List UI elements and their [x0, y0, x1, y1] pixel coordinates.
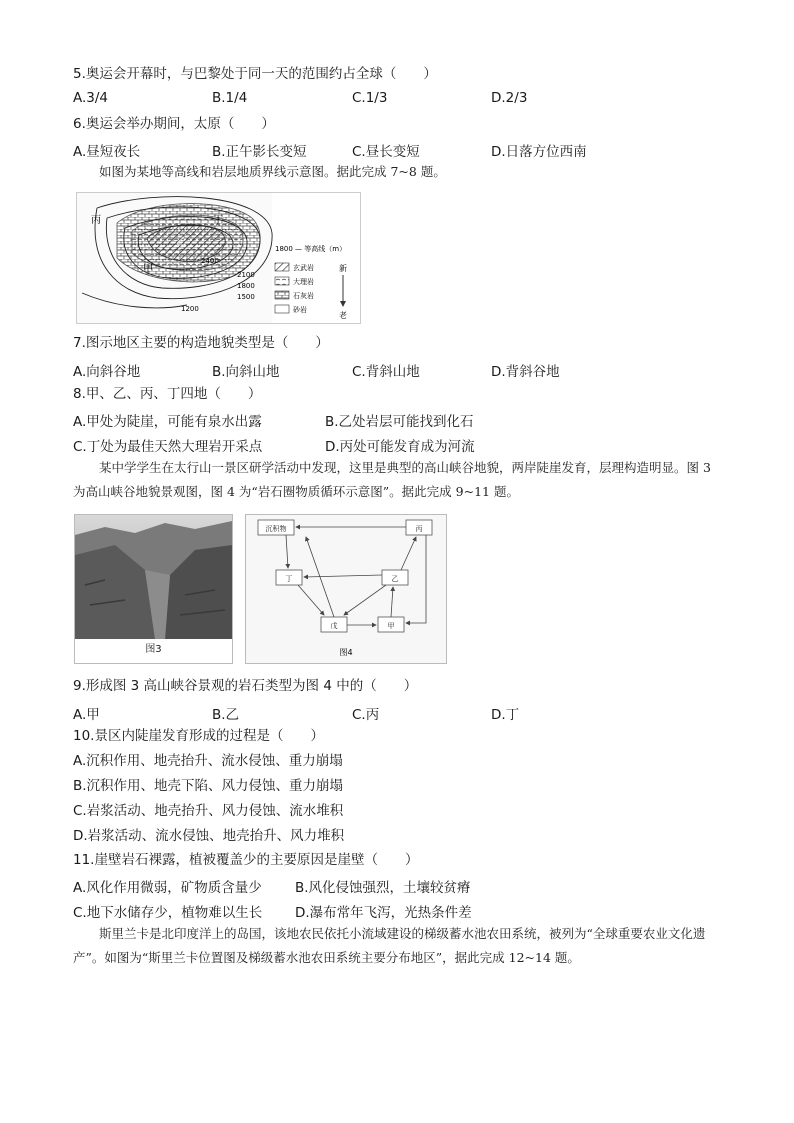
q9-options	[73, 703, 723, 721]
q9-option-b[interactable]: B.乙	[212, 707, 240, 723]
q9-option-d[interactable]: D.丁	[491, 707, 520, 723]
q8-option-b[interactable]: B.乙处岩层可能找到化石	[325, 414, 474, 430]
q7-option-c[interactable]: C.背斜山地	[352, 364, 420, 380]
arrow-yi-bing	[401, 537, 416, 570]
q11-option-a[interactable]: A.风化作用微弱，矿物质含量少	[73, 880, 262, 896]
legend-limestone: 石灰岩	[293, 292, 314, 300]
fig4-caption: 图4	[339, 648, 353, 657]
q5-option-a[interactable]: A.3/4	[73, 90, 109, 106]
q11-option-c[interactable]: C.地下水储存少，植物难以生长	[73, 905, 263, 921]
q10-option-a[interactable]: A.沉积作用、地壳抬升、流水侵蚀、重力崩塌	[73, 753, 343, 769]
label-sediment: 沉积物	[265, 525, 287, 533]
canyon-photo	[75, 515, 232, 639]
q6-option-b[interactable]: B.正午影长变短	[212, 144, 307, 160]
q7-option-b[interactable]: B.向斜山地	[212, 364, 280, 380]
age-old: 老	[339, 311, 347, 320]
q11-options-row2	[73, 901, 723, 919]
q9-stem: 9.形成图 3 高山峡谷景观的岩石类型为图 4 中的（ ）	[73, 678, 418, 694]
q10-stem: 10.景区内陡崖发育形成的过程是（ ）	[73, 728, 324, 744]
arrow-sediment-ding	[286, 535, 288, 568]
q5-option-c[interactable]: C.1/3	[352, 90, 388, 106]
figure-4	[245, 514, 447, 664]
legend-contour: 1800 — 等高线（m）	[275, 245, 347, 253]
q7-stem: 7.图示地区主要的构造地貌类型是（ ）	[73, 335, 329, 351]
arrow-ding-wu	[298, 585, 324, 615]
q10-option-d[interactable]: D.岩浆活动、流水侵蚀、地壳抬升、风力堆积	[73, 828, 345, 844]
age-new: 新	[339, 264, 347, 273]
q8-options-row1	[73, 410, 723, 428]
q6-option-c[interactable]: C.昼长变短	[352, 144, 420, 160]
label-box-bing: 丙	[415, 525, 423, 533]
figure-3	[74, 514, 233, 664]
intro-7-8: 如图为某地等高线和岩层地质界线示意图。据此完成 7~8 题。	[99, 164, 446, 179]
q8-option-a[interactable]: A.甲处为陡崖，可能有泉水出露	[73, 414, 262, 430]
q6-stem: 6.奥运会举办期间，太原（ ）	[73, 116, 275, 132]
q5-stem: 5.奥运会开幕时，与巴黎处于同一天的范围约占全球（ ）	[73, 66, 437, 82]
q11-option-d[interactable]: D.瀑布常年飞泻，光热条件差	[295, 905, 472, 921]
legend-sandstone: 砂岩	[293, 306, 307, 314]
q11-option-b[interactable]: B.风化侵蚀强烈，土壤较贫瘠	[295, 880, 471, 896]
intro-12-14: 斯里兰卡是北印度洋上的岛国，该地农民依托小流域建设的梯级蓄水池农田系统，被列为“全球重要农业文化遗产”。如图为“斯里兰卡位置图及梯级蓄水池农田系统主要分布地区”，据此完成 12~14 题。	[73, 926, 706, 965]
legend-sandstone-swatch	[275, 305, 289, 313]
contour-1500: 1500	[237, 293, 255, 301]
intro-9-11: 某中学学生在太行山一景区研学活动中发现，这里是典型的高山峡谷地貌，两岸陡崖发育，层理构造明显。图 3 为高山峡谷地貌景观图，图 4 为“岩石圈物质循环示意图”。据此完成 9~11 题。	[73, 460, 711, 499]
q5-option-b[interactable]: B.1/4	[212, 90, 248, 106]
label-box-jia: 甲	[387, 622, 395, 630]
contour-2100: 2100	[237, 271, 255, 279]
legend-limestone-swatch	[275, 291, 289, 299]
label-box-ding: 丁	[285, 575, 293, 583]
q8-option-c[interactable]: C.丁处为最佳天然大理岩开采点	[73, 439, 263, 455]
q9-option-c[interactable]: C.丙	[352, 707, 380, 723]
q7-options	[73, 360, 723, 378]
q6-option-d[interactable]: D.日落方位西南	[491, 144, 587, 160]
legend-basalt: 玄武岩	[293, 264, 314, 272]
arrow-yi-ding	[304, 575, 382, 577]
label-box-yi: 乙	[391, 575, 399, 583]
q9-option-a[interactable]: A.甲	[73, 707, 100, 723]
q10-option-b[interactable]: B.沉积作用、地壳下陷、风力侵蚀、重力崩塌	[73, 778, 344, 794]
fig3-caption: 图3	[75, 639, 232, 663]
q6-options	[73, 140, 723, 158]
q11-stem: 11.崖壁岩石裸露，植被覆盖少的主要原因是崖壁（ ）	[73, 852, 419, 868]
label-ding: 丁	[213, 215, 223, 226]
q11-options-row1	[73, 876, 723, 894]
legend-marble: 大理岩	[293, 278, 314, 286]
age-arrow-head	[340, 301, 346, 307]
q8-option-d[interactable]: D.丙处可能发育成为河流	[325, 439, 475, 455]
legend-marble-swatch	[275, 277, 289, 285]
label-jia: 甲	[143, 264, 153, 275]
label-box-wu: 戊	[330, 622, 338, 630]
q6-option-a[interactable]: A.昼短夜长	[73, 144, 141, 160]
q7-option-d[interactable]: D.背斜谷地	[491, 364, 560, 380]
q5-options	[73, 90, 723, 108]
contour-2400: 2400	[201, 257, 219, 265]
arrow-jia-yi	[391, 587, 393, 617]
legend-basalt-swatch	[275, 263, 289, 271]
label-yi: 乙	[176, 237, 186, 248]
contour-geology-map	[77, 193, 360, 323]
q7-option-a[interactable]: A.向斜谷地	[73, 364, 141, 380]
arrow-bing-jia	[406, 535, 426, 623]
q8-options-row2	[73, 435, 723, 453]
contour-1200: 1200	[181, 305, 199, 313]
contour-1800: 1800	[237, 282, 255, 290]
contour-geology-figure	[76, 192, 361, 324]
arrow-yi-wu	[344, 585, 386, 615]
rock-cycle-diagram	[246, 515, 446, 663]
label-bing: 丙	[91, 215, 101, 226]
q10-option-c[interactable]: C.岩浆活动、地壳抬升、风力侵蚀、流水堆积	[73, 803, 344, 819]
q5-option-d[interactable]: D.2/3	[491, 90, 528, 106]
q8-stem: 8.甲、乙、丙、丁四地（ ）	[73, 386, 262, 402]
